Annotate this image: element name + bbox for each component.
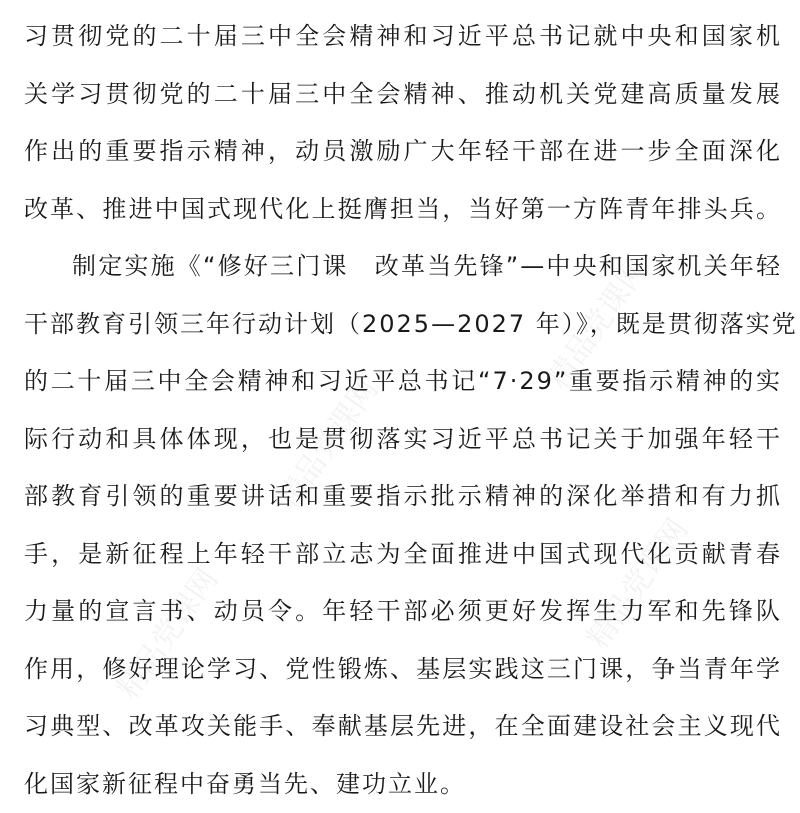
text-line: 制定实施《“修好三门课 改革当先锋”—中央和国家机关年轻 [24, 238, 782, 296]
text-line: 干部教育引领三年行动计划（2025—2027 年）》，既是贯彻落实党 [24, 296, 782, 354]
text-line: 力量的宣言书、动员令。年轻干部必须更好发挥生力军和先锋队 [24, 583, 782, 641]
text-line: 改革、推进中国式现代化上挺膺担当，当好第一方阵青年排头兵。 [24, 181, 782, 239]
text-line: 手，是新征程上年轻干部立志为全面推进中国式现代化贡献青春 [24, 526, 782, 584]
watermark: 精品党课网 [534, 248, 656, 396]
text-line: 作用，修好理论学习、党性锻炼、基层实践这三门课，争当青年学 [24, 641, 782, 699]
text-line: 作出的重要指示精神，动员激励广大年轻干部在进一步全面深化 [24, 123, 782, 181]
document-body [24, 8, 782, 813]
watermark: 精品党课网 [574, 508, 696, 656]
text-line: 化国家新征程中奋勇当先、建功立业。 [24, 756, 782, 813]
text-line: 际行动和具体体现，也是贯彻落实习近平总书记关于加强年轻干 [24, 411, 782, 469]
watermark: 精品党课网 [264, 368, 386, 516]
paragraph-2 [24, 238, 782, 813]
paragraph-1 [24, 8, 782, 238]
text-line: 习典型、改革攻关能手、奉献基层先进，在全面建设社会主义现代 [24, 698, 782, 756]
text-line: 的二十届三中全会精神和习近平总书记“7·29”重要指示精神的实 [24, 353, 782, 411]
text-line: 习贯彻党的二十届三中全会精神和习近平总书记就中央和国家机 [24, 8, 782, 66]
watermark: 精品党课网 [104, 558, 226, 706]
text-line: 关学习贯彻党的二十届三中全会精神、推动机关党建高质量发展 [24, 66, 782, 124]
text-line: 部教育引领的重要讲话和重要指示批示精神的深化举措和有力抓 [24, 468, 782, 526]
